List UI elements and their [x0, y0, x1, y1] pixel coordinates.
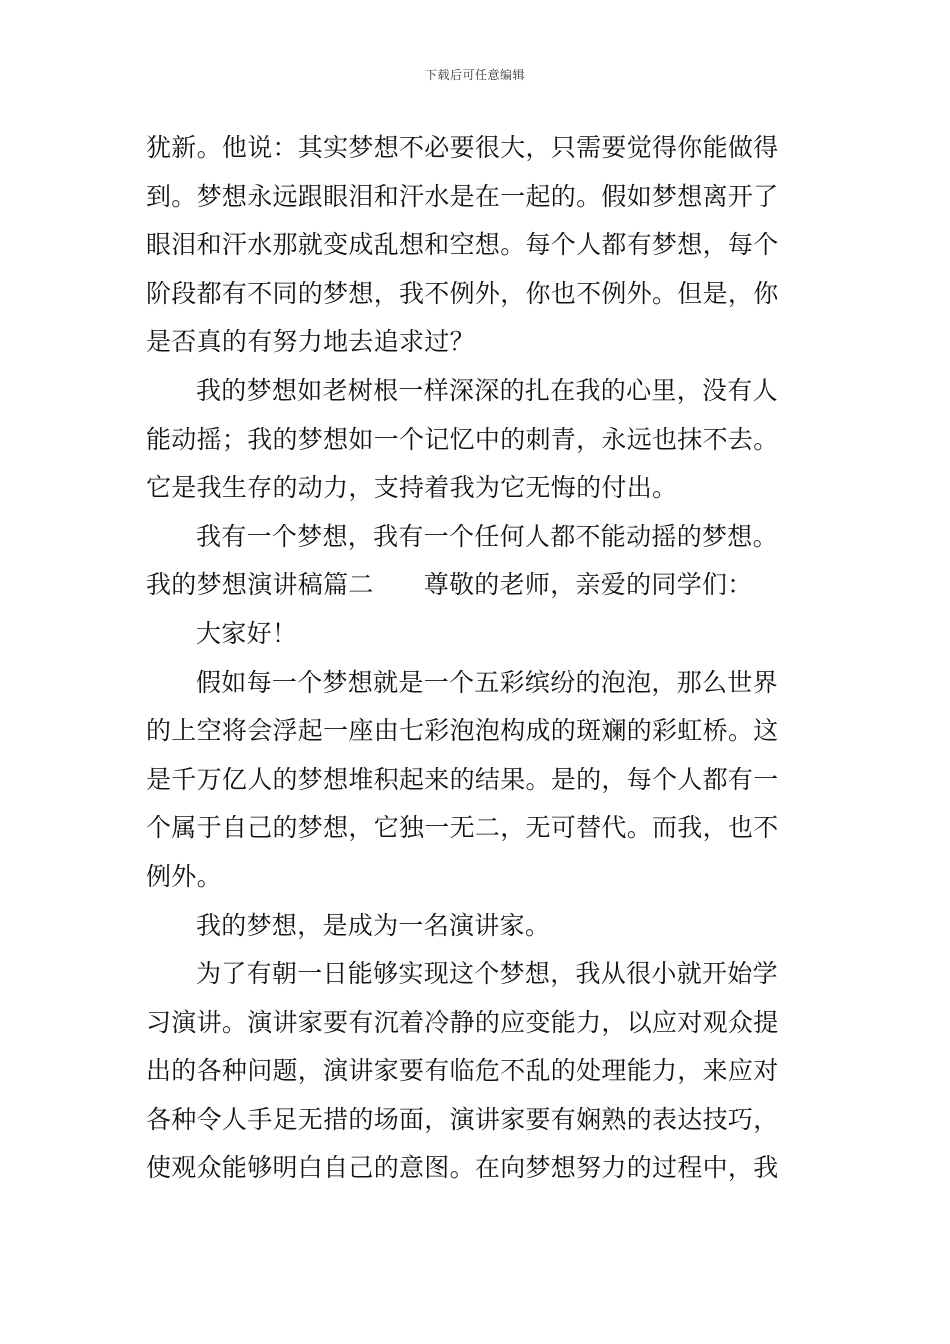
text-line: 例外。 [146, 861, 222, 891]
text-line: 出的各种问题，演讲家要有临危不乱的处理能力，来应对 [146, 1056, 779, 1086]
text-line: 阶段都有不同的梦想，我不例外，你也不例外。但是，你 [146, 278, 779, 308]
document-body [146, 124, 808, 1193]
text-line: 习演讲。演讲家要有沉着冷静的应变能力，以应对观众提 [146, 1007, 779, 1037]
text-line: 眼泪和汗水那就变成乱想和空想。每个人都有梦想，每个 [146, 230, 779, 260]
text-line: 我的梦想，是成为一名演讲家。 [196, 910, 551, 940]
text-line: 使观众能够明白自己的意图。在向梦想努力的过程中，我 [146, 1153, 779, 1183]
text-line: 为了有朝一日能够实现这个梦想，我从很小就开始学 [196, 959, 778, 989]
text-line: 我有一个梦想，我有一个任何人都不能动摇的梦想。 [196, 521, 778, 551]
section-title-line [146, 561, 808, 610]
text-line: 是千万亿人的梦想堆积起来的结果。是的，每个人都有一 [146, 764, 779, 794]
text-line: 它是我生存的动力，支持着我为它无悔的付出。 [146, 473, 678, 503]
text-line: 犹新。他说：其实梦想不必要很大，只需要觉得你能做得 [146, 133, 779, 162]
text-line: 各种令人手足无措的场面，演讲家要有娴熟的表达技巧， [146, 1104, 779, 1134]
greeting-line: 大家好！ [196, 618, 298, 648]
section-title: 我的梦想演讲稿篇二 [146, 570, 374, 600]
text-line: 能动摇；我的梦想如一个记忆中的刺青，永远也抹不去。 [146, 424, 779, 454]
text-line: 的上空将会浮起一座由七彩泡泡构成的斑斓的彩虹桥。这 [146, 716, 779, 746]
text-line: 我的梦想如老树根一样深深的扎在我的心里，没有人 [196, 375, 778, 405]
text-line: 个属于自己的梦想，它独一无二，无可替代。而我，也不 [146, 813, 779, 843]
text-line: 假如每一个梦想就是一个五彩缤纷的泡泡，那么世界 [196, 667, 778, 697]
text-line: 到。梦想永远跟眼泪和汗水是在一起的。假如梦想离开了 [146, 181, 779, 211]
salutation: 尊敬的老师，亲爱的同学们： [423, 570, 753, 600]
page-header-note: 下载后可任意编辑 [424, 68, 525, 82]
text-line: 是否真的有努力地去追求过？ [146, 327, 475, 357]
